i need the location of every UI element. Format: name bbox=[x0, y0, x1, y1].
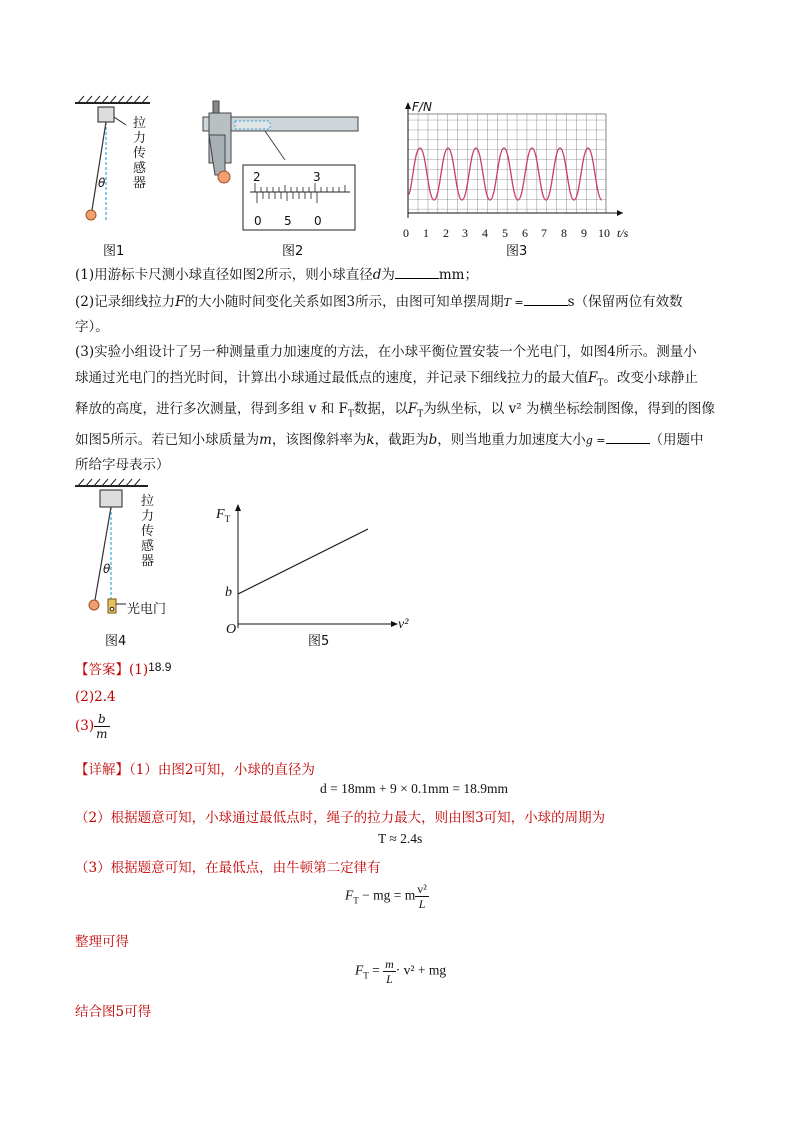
fig1-caption: 图1 bbox=[103, 244, 125, 259]
figure-1-pendulum bbox=[70, 95, 180, 245]
xtick: 1 bbox=[423, 226, 429, 240]
xtick: 9 bbox=[581, 226, 587, 240]
explanation-1: 【详解】（1）由图2可知，小球的直径为 bbox=[75, 762, 315, 778]
xtick: 4 bbox=[482, 226, 488, 240]
caliper-vernier-tick-0: 0 bbox=[254, 214, 262, 228]
caliper-vernier-tick-5: 5 bbox=[284, 214, 292, 228]
fig3-ylabel: F/N bbox=[412, 100, 432, 114]
fig5-xlabel: v² bbox=[398, 617, 409, 632]
xtick: 7 bbox=[541, 226, 547, 240]
caliper-main-tick-3: 3 bbox=[313, 170, 321, 184]
explanation-2: （2）根据题意可知，小球通过最低点时，绳子的拉力最大，则由图3可知，小球的周期为 bbox=[75, 810, 606, 826]
question-2: (2)记录细线拉力F的大小随时间变化关系如图3所示，由图可知单摆周期T = s（保留两位有效数 字）。 bbox=[75, 294, 683, 335]
fig3-xlabel: t/s bbox=[617, 226, 629, 240]
xtick: 2 bbox=[443, 226, 449, 240]
explanation-3: （3）根据题意可知，在最低点，由牛顿第二定律有 bbox=[75, 860, 381, 876]
xtick: 0 bbox=[403, 226, 409, 240]
explanation-5: 结合图5可得 bbox=[75, 1004, 152, 1020]
answer-2: (2)2.4 bbox=[75, 689, 116, 705]
fig4-caption: 图4 bbox=[105, 634, 127, 649]
fig5-ylabel: $F_T$ bbox=[216, 507, 231, 524]
theta-fig1: θ bbox=[98, 176, 106, 190]
answer-label: 【答案】 bbox=[75, 662, 129, 678]
photogate-label: 光电门 bbox=[127, 602, 167, 617]
fig2-caption: 图2 bbox=[282, 244, 304, 259]
xtick: 6 bbox=[522, 226, 528, 240]
fig3-caption: 图3 bbox=[506, 244, 528, 259]
xtick: 5 bbox=[502, 226, 508, 240]
equation-2: T ≈ 2.4s bbox=[378, 831, 423, 846]
answer-1: 【答案】(1)18.9 bbox=[75, 660, 172, 678]
xtick: 10 bbox=[598, 226, 610, 240]
explanation-4: 整理可得 bbox=[75, 934, 129, 950]
equation-3: $F_T$ − mg = m $\frac{\text{v²}}{L}$ bbox=[345, 882, 427, 911]
fig5-intercept-label: b bbox=[225, 585, 232, 600]
question-1: (1)用游标卡尺测小球直径如图2所示，则小球直径d为 mm； bbox=[75, 267, 478, 283]
fig5-caption: 图5 bbox=[308, 634, 330, 649]
theta-fig4: θ bbox=[103, 562, 111, 576]
xtick: 8 bbox=[561, 226, 567, 240]
caliper-vernier-tick-10: 0 bbox=[314, 214, 322, 228]
answer-3: (3) $\frac{b}{m}$ bbox=[75, 712, 108, 741]
xtick: 3 bbox=[462, 226, 468, 240]
sensor-label-fig1: 拉力传感器 bbox=[133, 116, 147, 191]
fig5-origin-label: O bbox=[226, 622, 237, 637]
equation-1: d = 18mm + 9 × 0.1mm = 18.9mm bbox=[320, 781, 508, 796]
equation-4: $F_T$ = $\frac{m}{L}$ · v² + mg bbox=[355, 957, 447, 986]
sensor-label-fig4: 拉力传感器 bbox=[141, 494, 155, 569]
explanation-label: 【详解】 bbox=[75, 762, 129, 778]
figure-3-force-time-graph bbox=[398, 100, 648, 230]
figure-5-ft-v2-graph bbox=[220, 500, 400, 635]
caliper-main-tick-2: 2 bbox=[253, 170, 261, 184]
question-3: (3)实验小组设计了另一种测量重力加速度的方法，在小球平衡位置安装一个光电门，如图4所示。测量小 球通过光电门的挡光时间，计算出小球通过最低点的速度，并记录下细线拉力的最大值$F_T$。改变小球静止 释放的高度，进行多次测量，得到多组 v 和 $F_T$数据，以$F_T$为纵坐标，以 v² 为横坐标绘制图像，得到的图像 如图5所示。若已知小球质量为m，该图像斜率为k，截距为b，则当地重力加速度大小g = （用题中 所给字母表示） bbox=[75, 344, 715, 474]
